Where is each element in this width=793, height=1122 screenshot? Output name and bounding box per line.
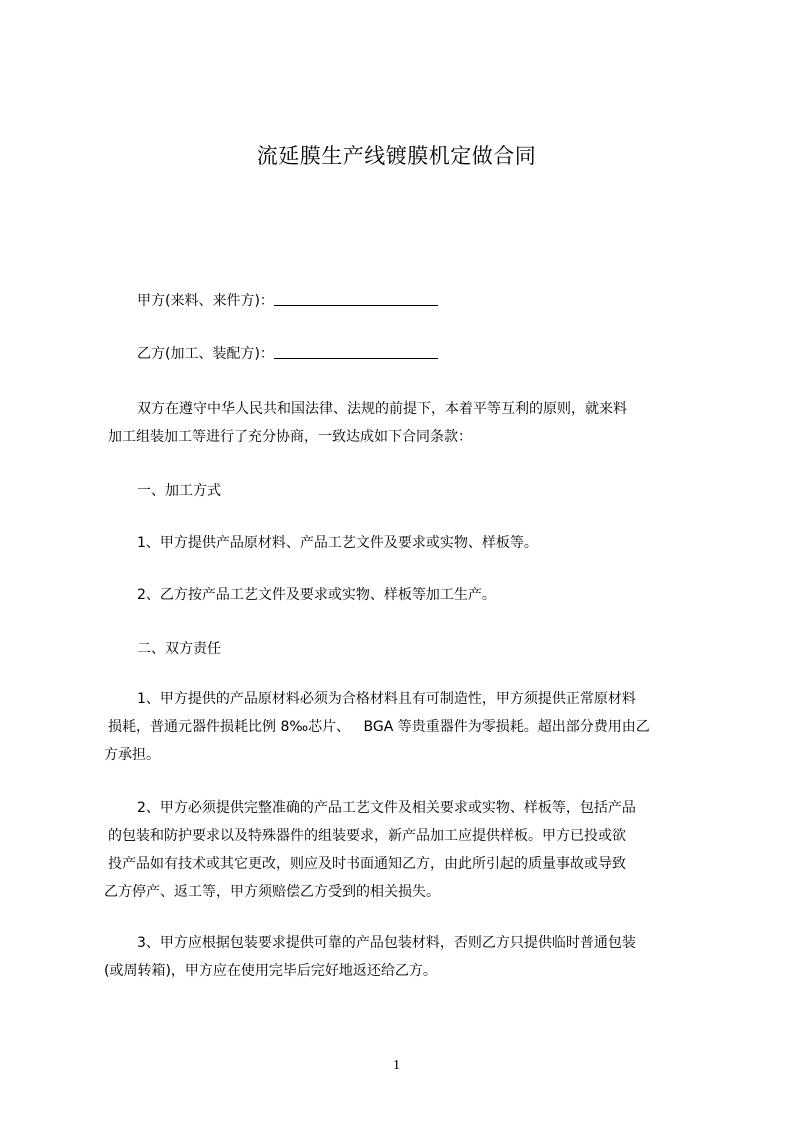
intro-line-1: 双方在遵守中华人民共和国法律、法规的前提下，本着平等互利的原则，就来料 <box>137 401 627 417</box>
section2-item3-line-2: (或周转箱)，甲方应在使用完毕后完好地返还给乙方。 <box>104 963 437 979</box>
intro-line-2: 加工组装加工等进行了充分协商，一致达成如下合同条款： <box>108 429 472 445</box>
section2-item1-line-2: 损耗，普通元器件损耗比例 8‰芯片、 BGA 等贵重器件为零损耗。超出部分费用由乙 <box>108 719 650 735</box>
party-a-line <box>137 291 438 311</box>
section2-item2-line-3: 投产品如有技术或其它更改，则应及时书面通知乙方，由此所引起的质量事故或导致 <box>108 856 626 872</box>
section1-item-1: 1、甲方提供产品原材料、产品工艺文件及要求或实物、样板等。 <box>137 535 538 551</box>
section1-heading: 一、加工方式 <box>137 483 221 499</box>
section2-item2-line-2: 的包装和防护要求以及特殊器件的组装要求，新产品加工应提供样板。甲方已投或欲 <box>108 828 626 844</box>
section2-item2-line-1: 2、甲方必须提供完整准确的产品工艺文件及相关要求或实物、样板等，包括产品 <box>137 800 636 816</box>
contract-title: 流延膜生产线镀膜机定做合同 <box>256 144 537 168</box>
section2-item1-line-3: 方承担。 <box>104 747 160 763</box>
party-b-line <box>137 344 438 364</box>
section1-item-2: 2、乙方按产品工艺文件及要求或实物、样板等加工生产。 <box>137 587 496 603</box>
party-b-label: 乙方(加工、装配方)： <box>137 346 274 362</box>
party-b-blank <box>274 344 438 359</box>
section2-item1-line-1: 1、甲方提供的产品原材料必须为合格材料且有可制造性，甲方须提供正常原材料 <box>137 691 636 707</box>
party-a-label: 甲方(来料、来件方)： <box>137 293 274 309</box>
party-a-blank <box>274 291 438 306</box>
section2-item3-line-1: 3、甲方应根据包装要求提供可靠的产品包装材料，否则乙方只提供临时普通包装 <box>137 935 636 951</box>
page-number: 1 <box>393 1058 400 1073</box>
section2-heading: 二、双方责任 <box>137 641 221 657</box>
section2-item2-line-4: 乙方停产、返工等，甲方须赔偿乙方受到的相关损失。 <box>104 884 440 900</box>
